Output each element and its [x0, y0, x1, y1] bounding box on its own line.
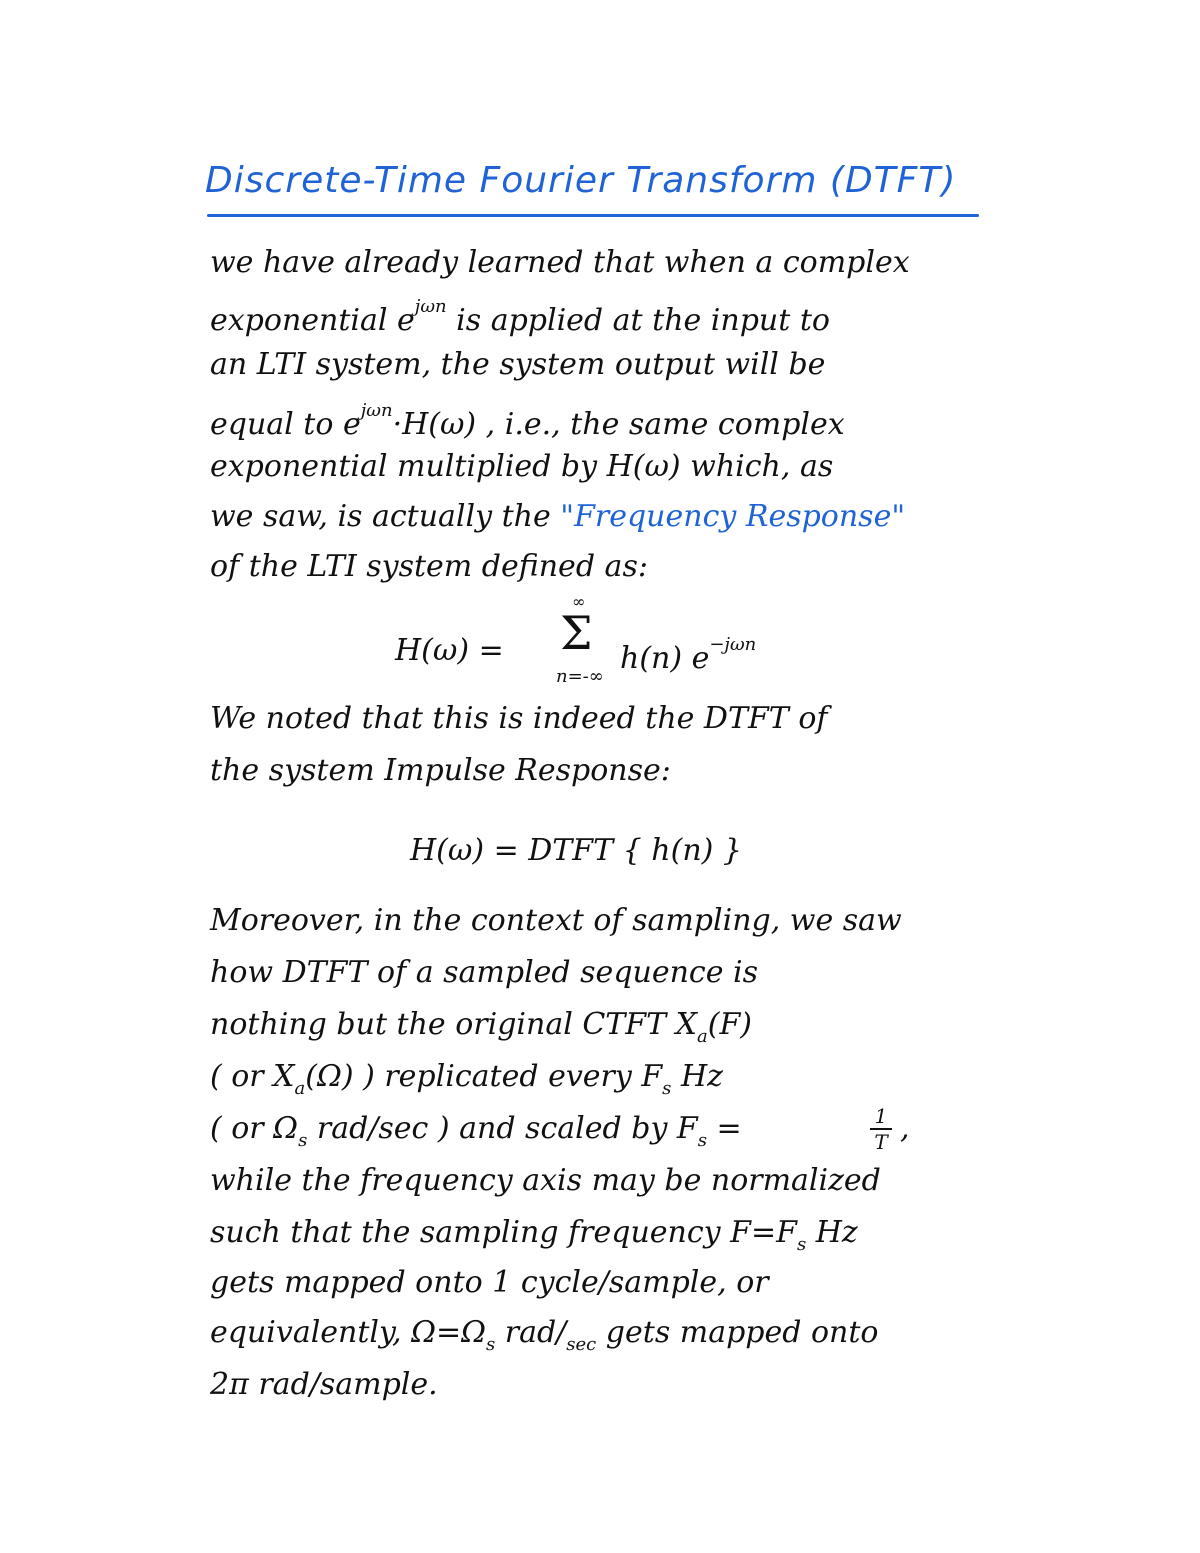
eq1-sum-symbol: Σ: [560, 606, 593, 660]
fraction-numerator: 1: [874, 1104, 888, 1128]
para3-line3-sub: a: [697, 1026, 708, 1047]
eq1-sum-upper-limit: ∞: [572, 592, 586, 611]
one-over-t-fraction: [870, 1106, 892, 1152]
para3-line7: [210, 1215, 858, 1255]
eq1-lhs: H(ω) =: [395, 633, 504, 668]
para3-line5-c: =: [707, 1111, 742, 1146]
para3-line5-b: rad/sec ) and scaled by F: [307, 1111, 698, 1146]
para3-line9-a: equivalently, Ω=Ω: [210, 1315, 486, 1350]
para1-line4: [210, 402, 845, 440]
eq1-rhs-a: h(n) e: [620, 641, 710, 676]
para3-line7-b: Hz: [806, 1215, 858, 1250]
para3-line10: 2π rad/sample.: [210, 1367, 438, 1402]
para1-line2-b: is applied at the input to: [446, 303, 830, 338]
para1-line4-exponent: jωn: [360, 400, 393, 421]
para1-line4-a: equal to e: [210, 407, 361, 442]
para1-line5: exponential multiplied by H(ω) which, as: [210, 449, 834, 484]
para1-line1: we have already learned that when a complex: [210, 245, 910, 280]
para1-line6: [210, 499, 906, 534]
frequency-response-highlight: "Frequency Response": [560, 499, 906, 534]
para1-line6-a: we saw, is actually the: [210, 499, 561, 534]
para3-line5-sub: s: [298, 1130, 308, 1151]
para3-line9-sub2: sec: [566, 1334, 597, 1355]
para3-line2: how DTFT of a sampled sequence is: [210, 955, 758, 990]
eq1-exponent: −jωn: [709, 634, 757, 655]
para3-line4-sub: a: [294, 1078, 306, 1099]
para3-line4-a: ( or X: [210, 1059, 295, 1094]
para3-line3-b: (F): [707, 1007, 752, 1042]
para3-line5-comma: ,: [900, 1111, 910, 1146]
para1-line7: of the LTI system defined as:: [210, 549, 648, 584]
para3-line4-b: (Ω) ) replicated every F: [305, 1059, 663, 1094]
para1-line3: an LTI system, the system output will be: [210, 347, 826, 382]
para3-line9-c: gets mapped onto: [596, 1315, 879, 1350]
eq2-dtft-definition: H(ω) = DTFT { h(n) }: [410, 833, 742, 868]
para3-line5-a: ( or Ω: [210, 1111, 299, 1146]
para3-line9-sub: s: [485, 1334, 496, 1355]
eq1-sum-lower-limit: n=-∞: [556, 666, 604, 687]
para2-line1: We noted that this is indeed the DTFT of: [210, 701, 828, 736]
fraction-denominator: T: [874, 1130, 888, 1154]
para3-line4-sub2: s: [662, 1078, 672, 1099]
para1-line2-exponent: jωn: [414, 296, 447, 317]
para3-line1: Moreover, in the context of sampling, we saw: [210, 903, 902, 938]
para3-line5: [210, 1111, 742, 1151]
para3-line4-c: Hz: [671, 1059, 723, 1094]
para3-line4: [210, 1059, 723, 1099]
para2-line2: the system Impulse Response:: [210, 753, 671, 788]
para3-line9: [210, 1315, 879, 1355]
para3-line7-a: such that the sampling frequency F=F: [210, 1215, 797, 1250]
para3-line6: while the frequency axis may be normalized: [210, 1163, 881, 1198]
para1-line2-a: exponential e: [210, 303, 415, 338]
para3-line5-sub2: s: [697, 1130, 707, 1151]
page-title: Discrete-Time Fourier Transform (DTFT): [205, 160, 957, 201]
para3-line9-b: rad/: [495, 1315, 567, 1350]
para3-line3-a: nothing but the original CTFT X: [210, 1007, 698, 1042]
para3-line3: [210, 1007, 752, 1047]
para3-line7-sub: s: [796, 1234, 807, 1255]
title-underline: [207, 214, 979, 217]
para1-line4-b: ·H(ω) , i.e., the same complex: [392, 407, 845, 442]
para3-line8: gets mapped onto 1 cycle/sample, or: [210, 1265, 769, 1300]
para1-line2: [210, 298, 830, 336]
eq1-rhs: [620, 636, 756, 674]
